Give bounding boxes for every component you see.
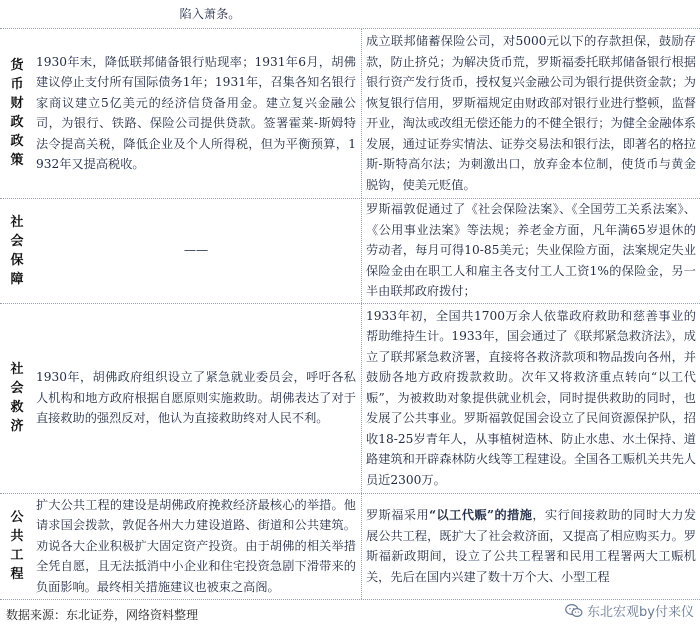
hoover-cell [36, 303, 356, 493]
table-row-social-security [0, 198, 700, 304]
roosevelt-text: 成立联邦储蓄保险公司，对5000元以下的存款担保，鼓励存款，防止挤兑；为解决货币荒，罗斯福委托联邦储备银行根据银行资产发行货币，授权复兴金融公司为银行提供资金款；为恢复银行信用，罗斯福规定由财政部对银行业进行整顿，监督开业，淘汰或改组无偿还能力的不健全银行；为健全金融体系发展，通过证券实情法、证券交易法和银行法，即著名的格拉斯-斯特高尔法；为刺激出口，放弃金本位制，使货币与黄金脱钩，使美元贬值。 [366, 34, 696, 192]
column-divider [361, 493, 362, 599]
roosevelt-prefix: 罗斯福采用 [366, 508, 430, 522]
roosevelt-cell [366, 303, 696, 493]
roosevelt-text: 陷入萧条。 [179, 6, 241, 21]
category-label: 社会救济 [10, 362, 24, 434]
hoover-cell [36, 198, 356, 303]
hoover-text: 扩大公共工程的建设是胡佛政府挽救经济最核心的举措。他请求国会拨款，敦促各州大力建设道路、街道和公共建筑。劝说各大企业积极扩大固定资产投资。由于胡佛的相关举措全凭自愿，且无法抵消中小企业和住宅投资急剧下滑带来的负面影响。最终相关措施建议也被束之高阁。 [36, 497, 356, 594]
data-source-note: 数据来源：东北证券，网络资料整理 [6, 608, 199, 622]
hoover-cell [36, 493, 356, 599]
category-cell [0, 303, 34, 493]
roosevelt-text [366, 505, 696, 587]
roosevelt-cell [366, 198, 696, 303]
wechat-icon [565, 603, 583, 619]
roosevelt-cell [366, 28, 696, 198]
roosevelt-text: 罗斯福敦促通过了《社会保险法案》、《全国劳工关系法案》、《公用事业法案》等法规；养老金方面，凡年满65岁退休的劳动者，每月可得10-85美元；失业保险方面，法案规定失业保险金由在职工人和雇主各支付工人工资1%的保险金，另一半由联邦政府拨付； [366, 202, 696, 299]
roosevelt-cell [366, 493, 696, 599]
column-divider [361, 28, 362, 198]
category-cell [0, 493, 34, 599]
watermark-text: 东北宏观by付来仪 [587, 605, 694, 620]
watermark [565, 601, 694, 620]
roosevelt-bold-phrase: “以工代赈”的措施 [429, 508, 533, 522]
hoover-text: 1930年，胡佛政府组织设立了紧急就业委员会，呼吁各私人机构和地方政府根据自愿原则实施救助。胡佛表达了对于直接救助的强烈反对，他认为直接救助终对人民不利。 [36, 370, 356, 426]
table-row-continuation [0, 0, 700, 29]
roosevelt-rest: ，实行间接救助的同时大力发展公共工程，既扩大了社会救济面，又提高了相应购买力。罗斯福新政期间，设立了公共工程署和民用工程署两大工赈机关，先后在国内兴建了数十万个大、小型工程 [366, 508, 697, 584]
category-cell [0, 198, 34, 303]
table-row-public-works [0, 493, 700, 600]
roosevelt-text: 1933年初，全国共1700万余人依靠政府救助和慈善事业的帮助维持生计。1933年，国会通过了《联邦紧急救济法》，成立了联邦紧急救济署，直接将各救济款项和物品拨向各州，并鼓励各地方政府拨款救助。次年又将救济重点转向“以工代赈”，为被救助对象提供就业机会，同时提供救助的同时，也发展了公共事业。罗斯福敦促国会设立了民间资源保护队，招收18-25岁青年人，从事植树造林、防止水患、水土保持、道路建筑和开辟森林防火线等工程建设。全国各工赈机关共先人员近2300万。 [366, 308, 696, 487]
column-divider [361, 198, 362, 303]
table-row-monetary-fiscal [0, 28, 700, 199]
category-label: 公共工程 [10, 510, 24, 582]
table-row-social-relief [0, 303, 700, 494]
category-label: 货币财政政策 [10, 58, 24, 168]
hoover-cell [36, 28, 356, 198]
hoover-text: 1930年末，降低联邦储备银行贴现率；1931年6月，胡佛建议停止支付所有国际债务1年；1931年，召集各知名银行家商议建立5亿美元的经济信贷备用金。建立复兴金融公司，为银行、铁路、保险公司提供贷款。签署霍莱-斯姆特法令提高关税，降低企业及个人所得税，但为平衡预算，1932年又提高税收。 [36, 54, 356, 171]
hoover-text: —— [183, 243, 209, 258]
roosevelt-cell [110, 0, 310, 28]
category-label: 社会保障 [10, 214, 24, 287]
column-divider [361, 303, 362, 493]
category-cell [0, 28, 34, 198]
